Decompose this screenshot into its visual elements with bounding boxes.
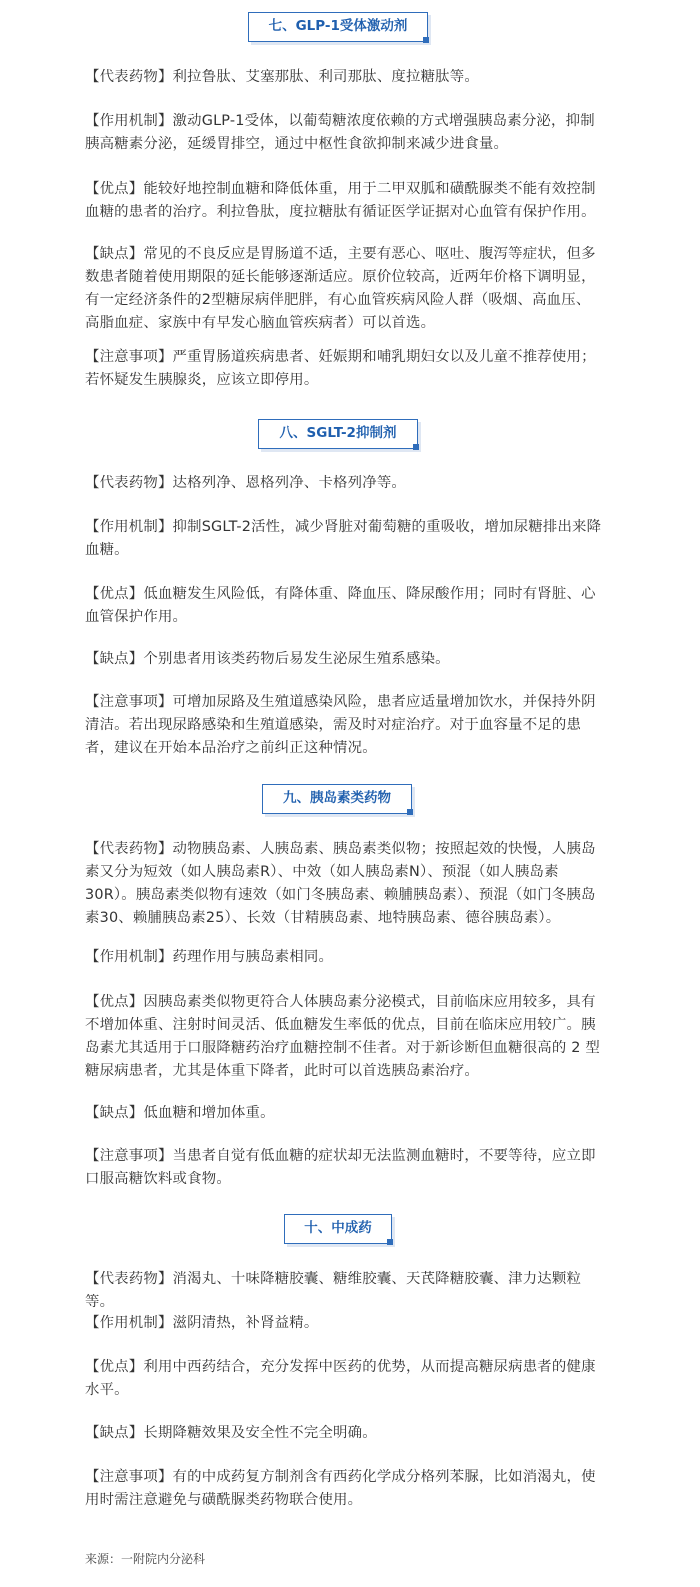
title-corner-decoration xyxy=(387,1239,393,1245)
section-title-insulin xyxy=(262,784,412,814)
paragraph: 【代表药物】动物胰岛素、人胰岛素、胰岛素类似物；按照起效的快慢，人胰岛素又分为短效（如人胰岛素R）、中效（如人胰岛素N）、预混（如人胰岛素30R）。胰岛素类似物有速效（如门冬胰岛素、赖脯胰岛素）、预混（如门冬胰岛素30、赖脯胰岛素25）、长效（甘精胰岛素、地特胰岛素、德谷胰岛素）。 xyxy=(85,841,596,926)
paragraph: 【作用机制】抑制SGLT-2活性，减少肾脏对葡萄糖的重吸收，增加尿糖排出来降血糖。 xyxy=(85,519,602,558)
paragraph: 【缺点】个别患者用该类药物后易发生泌尿生殖系感染。 xyxy=(85,651,450,667)
section-title-text: 十、中成药 xyxy=(304,1220,372,1236)
paragraph: 【代表药物】消渴丸、十味降糖胶囊、糖维胶囊、天芪降糖胶囊、津力达颗粒等。 xyxy=(85,1271,582,1310)
paragraph: 【注意事项】严重胃肠道疾病患者、妊娠期和哺乳期妇女以及儿童不推荐使用；若怀疑发生胰腺炎，应该立即停用。 xyxy=(85,349,596,388)
paragraph: 【优点】低血糖发生风险低，有降体重、降血压、降尿酸作用；同时有肾脏、心血管保护作用。 xyxy=(85,586,596,625)
paragraph: 【优点】利用中西药结合，充分发挥中医药的优势，从而提高糖尿病患者的健康水平。 xyxy=(85,1359,596,1398)
section-title-text: 七、GLP-1受体激动剂 xyxy=(268,18,408,34)
paragraph: 【优点】因胰岛素类似物更符合人体胰岛素分泌模式，目前临床应用较多，具有不增加体重、注射时间灵活、低血糖发生率低的优点，目前在临床应用较广。胰岛素尤其适用于口服降糖药治疗血糖控制不佳者。对于新诊断但血糖很高的 2 型糖尿病患者，尤其是体重下降者，此时可以首选胰岛素治疗。 xyxy=(85,994,600,1079)
section-title-text: 九、胰岛素类药物 xyxy=(283,790,391,806)
section-title-tcm xyxy=(284,1214,392,1244)
paragraph: 【注意事项】当患者自觉有低血糖的症状却无法监测血糖时，不要等待，应立即口服高糖饮料或食物。 xyxy=(85,1148,596,1187)
paragraph: 【注意事项】可增加尿路及生殖道感染风险，患者应适量增加饮水，并保持外阴清洁。若出现尿路感染和生殖道感染，需及时对症治疗。对于血容量不足的患者，建议在开始本品治疗之前纠正这种情况。 xyxy=(85,694,596,756)
source-note: 来源：一附院内分泌科 xyxy=(85,1552,206,1566)
title-corner-decoration xyxy=(407,809,413,815)
paragraph: 【缺点】长期降糖效果及安全性不完全明确。 xyxy=(85,1425,377,1441)
paragraph: 【作用机制】激动GLP-1受体，以葡萄糖浓度依赖的方式增强胰岛素分泌，抑制胰高糖素分泌，延缓胃排空，通过中枢性食欲抑制来减少进食量。 xyxy=(85,113,595,152)
section-title-text: 八、SGLT-2抑制剂 xyxy=(279,425,397,441)
paragraph: 【注意事项】有的中成药复方制剂含有西药化学成分格列苯脲，比如消渴丸，使用时需注意避免与磺酰脲类药物联合使用。 xyxy=(85,1469,596,1508)
title-corner-decoration xyxy=(413,444,419,450)
paragraph: 【作用机制】滋阴清热，补肾益精。 xyxy=(85,1315,319,1331)
title-corner-decoration xyxy=(423,37,429,43)
paragraph: 【代表药物】利拉鲁肽、艾塞那肽、利司那肽、度拉糖肽等。 xyxy=(85,69,479,85)
section-title-sglt2 xyxy=(258,419,418,449)
paragraph: 【缺点】常见的不良反应是胃肠道不适，主要有恶心、呕吐、腹泻等症状，但多数患者随着使用期限的延长能够逐渐适应。原价位较高，近两年价格下调明显，有一定经济条件的2型糖尿病伴肥胖，有心血管疾病风险人群（吸烟、高血压、高脂血症、家族中有早发心脑血管疾病者）可以首选。 xyxy=(85,246,596,331)
paragraph: 【缺点】低血糖和增加体重。 xyxy=(85,1105,275,1121)
paragraph: 【代表药物】达格列净、恩格列净、卡格列净等。 xyxy=(85,475,406,491)
section-title-glp1 xyxy=(248,12,428,42)
paragraph: 【优点】能较好地控制血糖和降低体重，用于二甲双胍和磺酰脲类不能有效控制血糖的患者的治疗。利拉鲁肽，度拉糖肽有循证医学证据对心血管有保护作用。 xyxy=(85,181,596,220)
paragraph: 【作用机制】药理作用与胰岛素相同。 xyxy=(85,949,334,965)
